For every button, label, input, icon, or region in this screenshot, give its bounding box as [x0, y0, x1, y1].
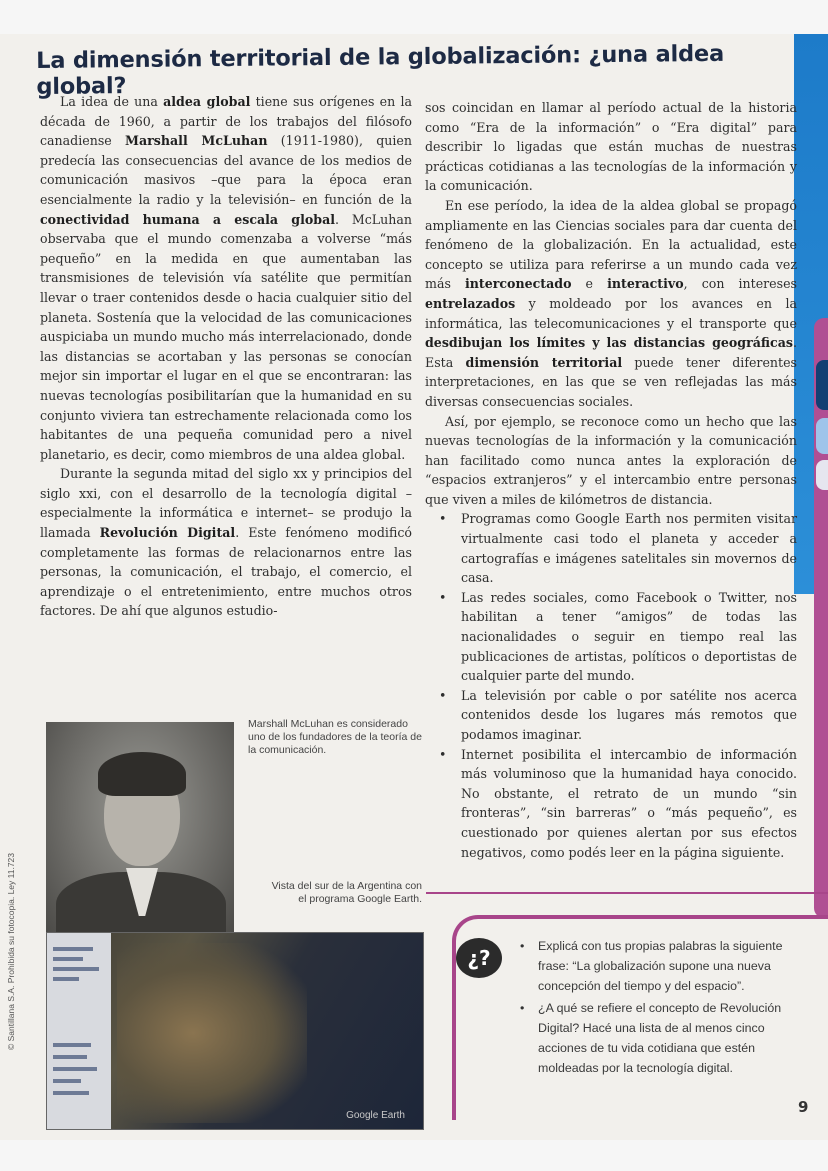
list-item: • La televisión por cable o por satélite nos acerca contenidos desde los lugares más remotos que podamos imaginar. — [425, 686, 797, 745]
activity-item: • ¿A qué se refiere el concepto de Revolución Digital? Hacé una lista de al menos cinco acciones de tu vida cotidiana que estén moldeadas por la tecnología digital. — [520, 998, 800, 1078]
google-earth-logo: Google Earth — [346, 1110, 405, 1121]
edge-tab-light-blue — [816, 418, 828, 454]
right-column — [425, 98, 797, 862]
left-paragraph-1: La idea de una aldea global tiene sus orígenes en la década de 1960, a partir de los trabajos del filósofo canadiense Marshall McLuhan (1911-1980), quien predecía las consecuencias del avance de los medios de comunicación masivos –que para la época eran esencialmente la radio y la televisión– en función de la conectividad humana a escala global. McLuhan observaba que el mundo comenzaba a volverse “más pequeño” en la medida en que aumentaban las transmisiones de televisión vía satélite que permitían llevar o traer contenidos desde o hacia cualquier sitio del planeta. Sostenía que la velocidad de las comunicaciones auspiciaba un mundo mucho más interrelacionado, donde las distancias se acortaban y las personas se conocían mejor sin importar el lugar en el que se encontraran: las nuevas tecnologías posibilitarían que la humanidad en su conjunto viviera tan estrechamente relacionada como los habitantes de una pequeña comunidad pero a nivel planetario, es decir, como miembros de una aldea global. — [40, 94, 412, 462]
right-paragraph-1: sos coincidan en llamar al período actual de la historia como “Era de la información” o “Era digital” para describir lo ligadas que están muchas de nuestras prácticas cotidianas a las tecnologías de la información y la comunicación. — [425, 100, 797, 194]
emphasis-text: aldea global — [163, 94, 251, 109]
top-margin — [0, 0, 828, 34]
copyright-notice: © Santillana S.A. Prohibida su fotocopia. Ley 11.723 — [6, 852, 16, 1050]
emphasis-text: conectividad humana a escala global — [40, 211, 336, 227]
left-paragraph-2: Durante la segunda mitad del siglo xx y principios del siglo xxi, con el desarrollo de la tecnología digital –especialmente la informática e internet– se produjo la llamada Revolución Digital. Este fenómeno modificó completamente las formas de relacionarnos entre las personas, la comunicación, el trabajo, el comercio, el aprendizaje o el entretenimiento, entre muchos otros factores. De ahí que algunos estudio- — [40, 466, 412, 619]
google-earth-sidebar — [47, 933, 111, 1129]
activity-divider — [426, 892, 828, 894]
edge-tab-white — [816, 460, 828, 490]
activity-item: • Explicá con tus propias palabras la siguiente frase: “La globalización supone una nueva concepción del tiempo y del espacio”. — [520, 936, 800, 996]
emphasis-text: Marshall McLuhan — [125, 133, 268, 149]
activity-list — [520, 936, 800, 1080]
mcluhan-portrait-photo — [46, 722, 234, 936]
list-item: • Internet posibilita el intercambio de información más voluminoso que la humanidad haya conocido. No obstante, el retrato de un mundo “sin fronteras”, “sin barreras” o “más pequeño”, es cuestionado por quienes alertan por sus efectos negativos, como podés leer en la página siguiente. — [425, 745, 797, 863]
emphasis-text: Revolución Digital — [99, 525, 236, 541]
right-paragraph-2: En ese período, la idea de la aldea global se propagó ampliamente en las Ciencias sociales para dar cuenta del fenómeno de la globalización. En la actualidad, este concepto se utiliza para referirse a un mundo cada vez más interconectado e interactivo, con intereses entrelazados y moldeado por los avances en la informática, las telecomunicaciones y el transporte que desdibujan los límites y las distancias geográficas. Esta dimensión territorial puede tener diferentes interpretaciones, en las que se ven reflejadas las más diversas consecuencias sociales. — [425, 197, 797, 409]
google-earth-screenshot — [46, 932, 424, 1130]
left-column — [40, 92, 412, 621]
right-paragraph-3: Así, por ejemplo, se reconoce como un hecho que las nuevas tecnologías de la información y la comunicación han facilitado como nunca antes la exploración de “espacios extranjeros” y el intercambio entre personas que viven a miles de kilómetros de distancia. — [425, 413, 797, 507]
emphasis-text: desdibujan los límites y las distancias geográficas — [425, 335, 793, 351]
edge-tab-dark-blue — [816, 360, 828, 410]
map-land-area — [117, 943, 307, 1123]
emphasis-text: entrelazados — [425, 295, 516, 311]
mcluhan-caption: Marshall McLuhan es considerado uno de los fundadores de la teoría de la comunicación. — [248, 718, 422, 756]
page-title: La dimensión territorial de la globalización: ¿una aldea global? — [36, 40, 725, 100]
portrait-hair — [98, 752, 186, 796]
question-icon: ¿? — [456, 938, 502, 978]
list-item: • Programas como Google Earth nos permiten visitar virtualmente casi todo el planeta y acceder a cartografías e imágenes satelitales sin movernos de casa. — [425, 509, 797, 587]
emphasis-text: interconectado — [464, 276, 572, 292]
emphasis-text: interactivo — [607, 276, 684, 292]
google-earth-caption: Vista del sur de la Argentina con el programa Google Earth. — [271, 880, 422, 905]
examples-list — [425, 509, 797, 862]
list-item: • Las redes sociales, como Facebook o Twitter, nos habilitan a tener “amigos” de todas las nacionalidades o seguir en tiempo real las publicaciones de artistas, políticos o deportistas de cualquier parte del mundo. — [425, 588, 797, 686]
emphasis-text: dimensión territorial — [465, 354, 623, 370]
bottom-margin — [0, 1140, 828, 1171]
page-number: 9 — [798, 1098, 809, 1116]
